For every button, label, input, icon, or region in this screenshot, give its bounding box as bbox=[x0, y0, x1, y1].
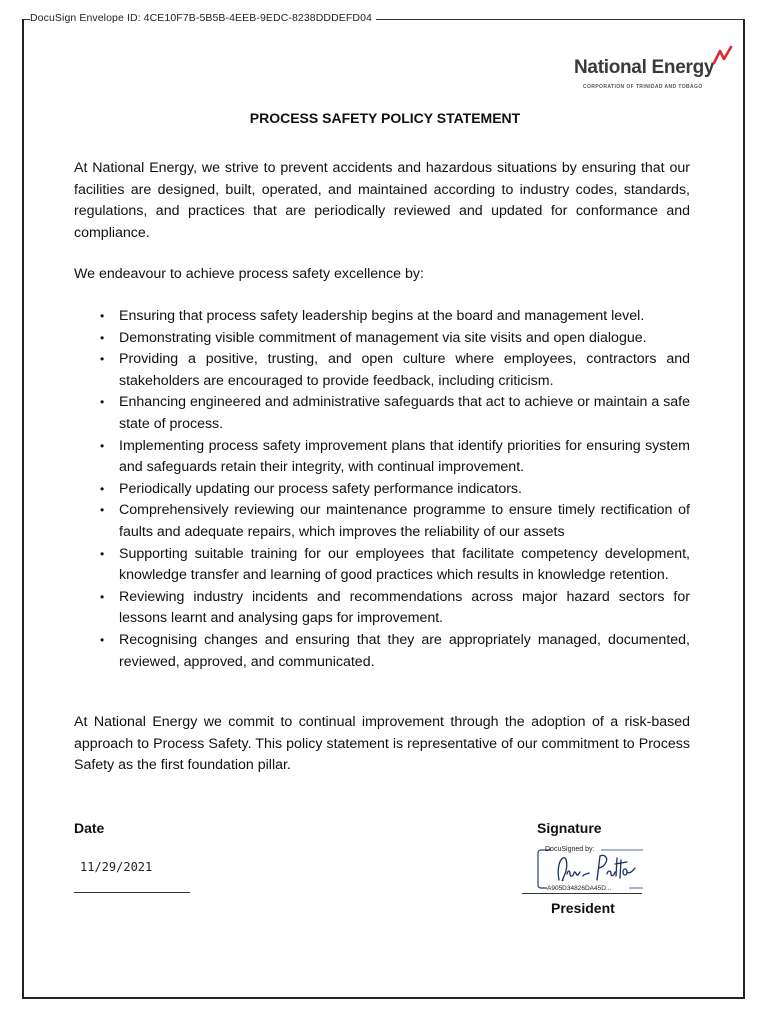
bullet-icon: • bbox=[100, 395, 105, 410]
list-item bbox=[74, 349, 690, 392]
docusign-header: DocuSigned by: bbox=[545, 846, 595, 853]
date-label: Date bbox=[74, 820, 105, 836]
docusign-code: A905D34826DA45D... bbox=[547, 885, 612, 892]
bullet-icon: • bbox=[100, 503, 105, 518]
list-item bbox=[74, 436, 690, 479]
list-item-text: Implementing process safety improvement plans that identify priorities for ensuring system and safeguards retain their integrity, with continual improvement. bbox=[119, 437, 690, 476]
list-item bbox=[74, 328, 690, 350]
bullet-icon: • bbox=[100, 309, 105, 323]
bullet-icon: • bbox=[100, 438, 105, 453]
bullet-icon: • bbox=[100, 589, 105, 604]
bullet-icon: • bbox=[100, 330, 105, 345]
signature-line bbox=[522, 893, 642, 894]
signatory-role: President bbox=[551, 900, 615, 916]
logo-name: National Energy bbox=[574, 57, 715, 78]
page-title: PROCESS SAFETY POLICY STATEMENT bbox=[249, 110, 521, 126]
bullet-icon: • bbox=[100, 352, 105, 367]
date-line bbox=[74, 892, 190, 893]
logo-mark-icon bbox=[712, 45, 734, 67]
intro-paragraph: At National Energy, we strive to prevent accidents and hazardous situations by ensuring that our facilities are designed, built, operated, and maintained according to industry codes, standards, regulations, and practices that are periodically reviewed and updated for conformance and compliance. bbox=[74, 160, 690, 241]
list-item-text: Providing a positive, trusting, and open culture where employees, contractors and stakeholders are encouraged to provide feedback, including criticism. bbox=[119, 351, 690, 389]
bullet-icon: • bbox=[100, 546, 105, 561]
list-item bbox=[74, 500, 690, 543]
list-item-text: Comprehensively reviewing our maintenance programme to ensure timely rectification of faults and adequate repairs, which improves the reliability of our assets bbox=[119, 502, 690, 540]
date-value: 11/29/2021 bbox=[80, 860, 153, 874]
bullet-icon: • bbox=[100, 632, 105, 647]
signature-label: Signature bbox=[537, 820, 602, 836]
docusign-envelope-id: DocuSign Envelope ID: 4CE10F7B-5B5B-4EEB-9EDC-8238DDDEFD04 bbox=[30, 12, 376, 24]
national-energy-logo bbox=[572, 45, 742, 95]
list-item bbox=[74, 630, 690, 673]
list-item-text: Enhancing engineered and administrative safeguards that act to achieve or maintain a safe state of process. bbox=[119, 394, 691, 432]
list-item-text: Reviewing industry incidents and recommendations across major hazard sectors for lessons learnt and analysing gaps for improvement. bbox=[119, 588, 690, 627]
list-item bbox=[74, 392, 690, 435]
lead-paragraph: We endeavour to achieve process safety excellence by: bbox=[74, 266, 424, 282]
list-item-text: Recognising changes and ensuring that they are appropriately managed, documented, reviewed, approved, and communicated. bbox=[119, 631, 690, 670]
closing-paragraph: At National Energy we commit to continual improvement through the adoption of a risk-based approach to Process Safety. This policy statement is representative of our commitment to Process Safety as the first foundation pillar. bbox=[74, 714, 690, 774]
list-item bbox=[74, 544, 690, 587]
logo-subtitle: CORPORATION OF TRINIDAD AND TOBAGO bbox=[583, 84, 703, 90]
list-item-text: Supporting suitable training for our employees that facilitate competency development, knowledge transfer and learning of good practices which results in knowledge retention. bbox=[119, 545, 690, 584]
list-item bbox=[74, 306, 690, 328]
list-item bbox=[74, 587, 690, 630]
list-item-text: Ensuring that process safety leadership begins at the board and management level. bbox=[119, 308, 645, 324]
commitments-list bbox=[74, 306, 690, 673]
list-item-text: Periodically updating our process safety performance indicators. bbox=[119, 480, 522, 497]
bullet-icon: • bbox=[100, 481, 105, 496]
list-item bbox=[74, 479, 690, 501]
list-item-text: Demonstrating visible commitment of management via site visits and open dialogue. bbox=[119, 329, 647, 346]
docusign-signature-block bbox=[537, 846, 645, 892]
